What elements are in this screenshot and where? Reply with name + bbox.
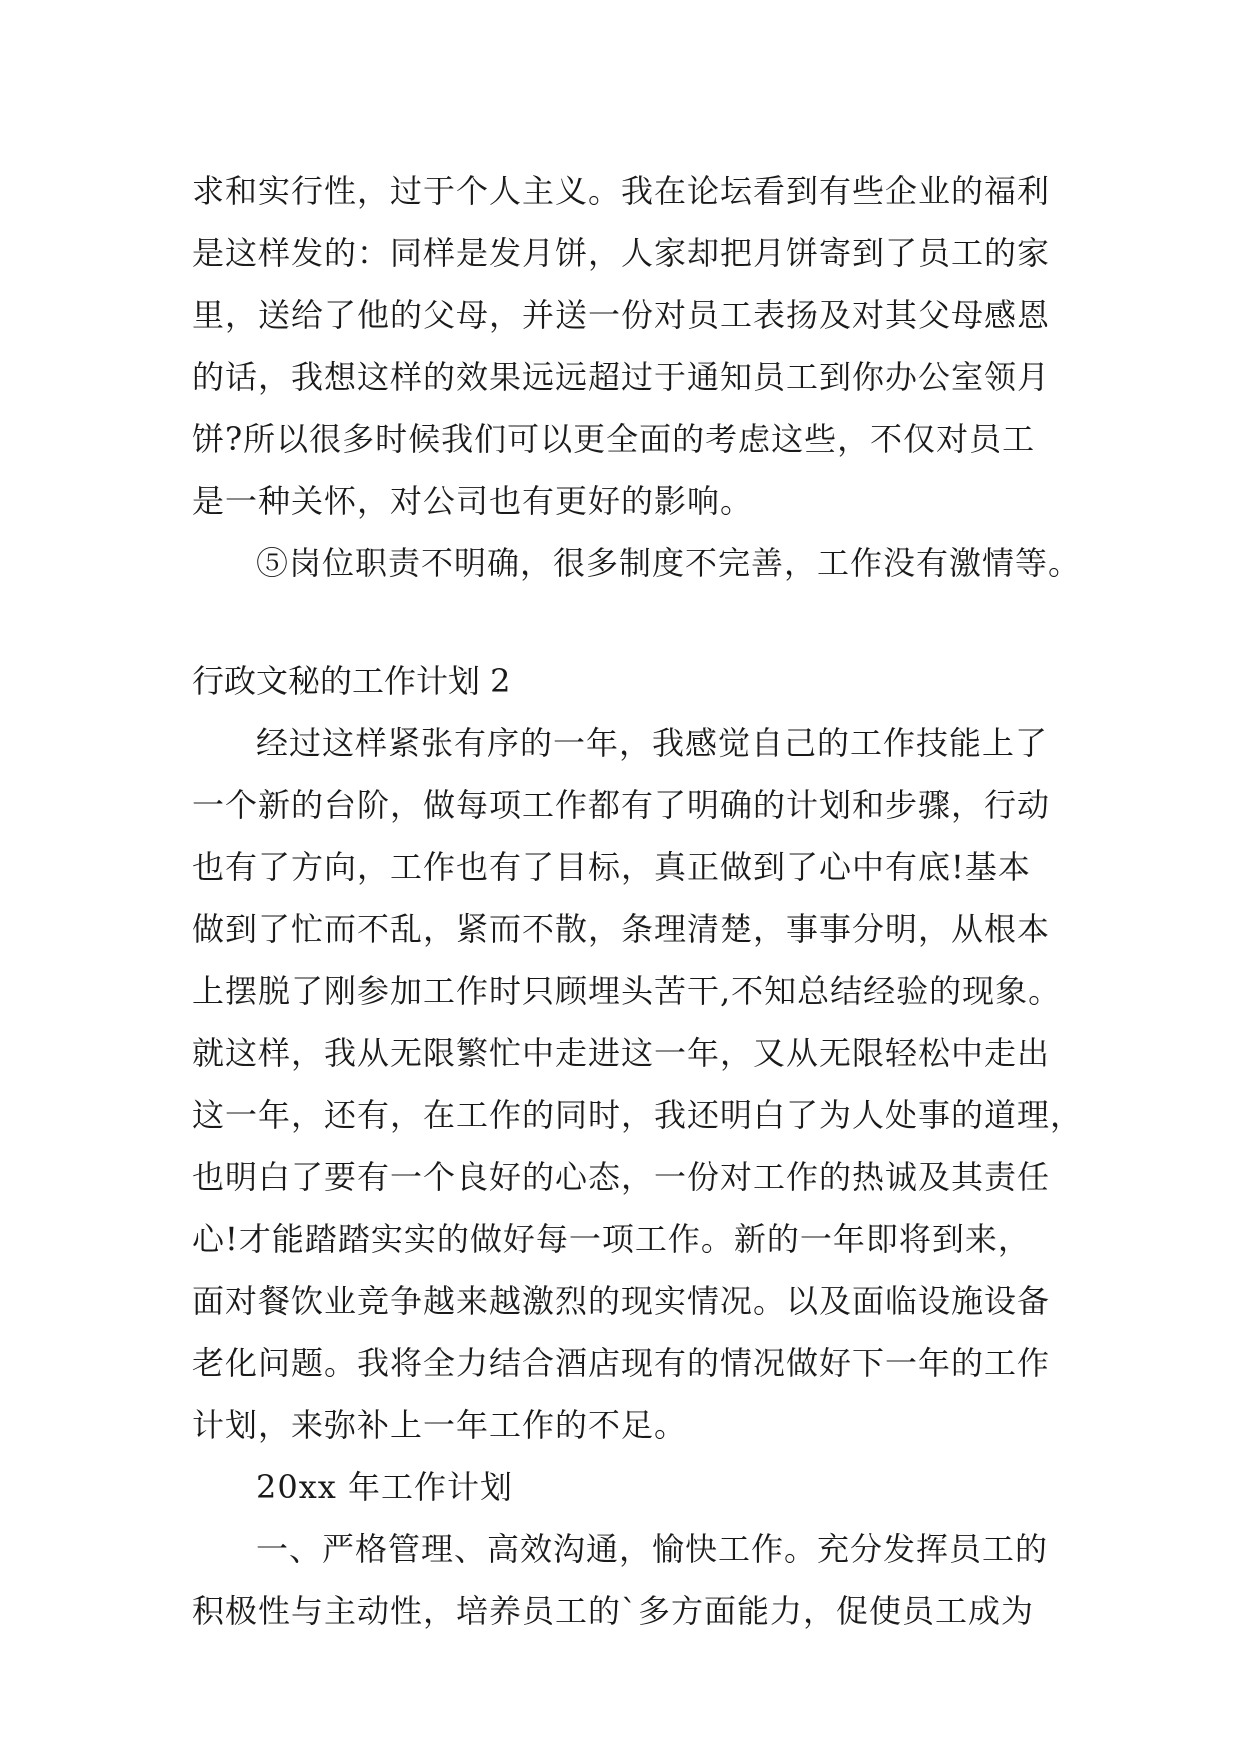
text-line: 心!才能踏踏实实的做好每一项工作。新的一年即将到来， [192, 1220, 1031, 1258]
text-line: 就这样，我从无限繁忙中走进这一年，又从无限轻松中走出 [192, 1034, 1051, 1072]
paragraph-item-5 [192, 532, 1082, 594]
text-line: 是一种关怀，对公司也有更好的影响。 [192, 482, 754, 520]
text-line: 积极性与主动性，培养员工的`多方面能力，促使员工成为 [192, 1592, 1035, 1630]
paragraph-plan-item-1 [192, 1518, 1052, 1642]
text-line: 做到了忙而不乱，紧而不散，条理清楚，事事分明，从根本 [192, 910, 1051, 948]
paragraph-plan-title [192, 1456, 1052, 1518]
text-line: 上摆脱了刚参加工作时只顾埋头苦干,不知总结经验的现象。 [192, 972, 1062, 1010]
text-line: 饼?所以很多时候我们可以更全面的考虑这些，不仅对员工 [192, 420, 1036, 458]
section-heading: 行政文秘的工作计划 2 [192, 662, 511, 700]
text-line: 是这样发的：同样是发月饼，人家却把月饼寄到了员工的家 [192, 234, 1051, 272]
text-line: 一个新的台阶，做每项工作都有了明确的计划和步骤，行动 [192, 786, 1051, 824]
paragraph-year-review [192, 712, 1084, 1456]
text-line: 也明白了要有一个良好的心态，一份对工作的热诚及其责任 [192, 1158, 1051, 1196]
text-line: 面对餐饮业竞争越来越激烈的现实情况。以及面临设施设备 [192, 1282, 1051, 1320]
text-line: 20xx 年工作计划 [256, 1468, 513, 1506]
text-line: 这一年，还有，在工作的同时，我还明白了为人处事的道理， [192, 1096, 1084, 1134]
text-line: 的话，我想这样的效果远远超过于通知员工到你办公室领月 [192, 358, 1051, 396]
document-body [192, 160, 1084, 1642]
text-line: 经过这样紧张有序的一年，我感觉自己的工作技能上了 [256, 724, 1049, 762]
text-line: 一、严格管理、高效沟通，愉快工作。充分发挥员工的 [256, 1530, 1049, 1568]
text-line: 也有了方向，工作也有了目标，真正做到了心中有底!基本 [192, 848, 1031, 886]
text-line: 老化问题。我将全力结合酒店现有的情况做好下一年的工作 [192, 1344, 1051, 1382]
text-line: 里，送给了他的父母，并送一份对员工表扬及对其父母感恩 [192, 296, 1051, 334]
text-line: 求和实行性，过于个人主义。我在论坛看到有些企业的福利 [192, 172, 1051, 210]
paragraph-welfare-example [192, 160, 1052, 532]
text-line: ⑤岗位职责不明确，很多制度不完善，工作没有激情等。 [256, 544, 1082, 582]
text-line: 计划，来弥补上一年工作的不足。 [192, 1406, 688, 1444]
